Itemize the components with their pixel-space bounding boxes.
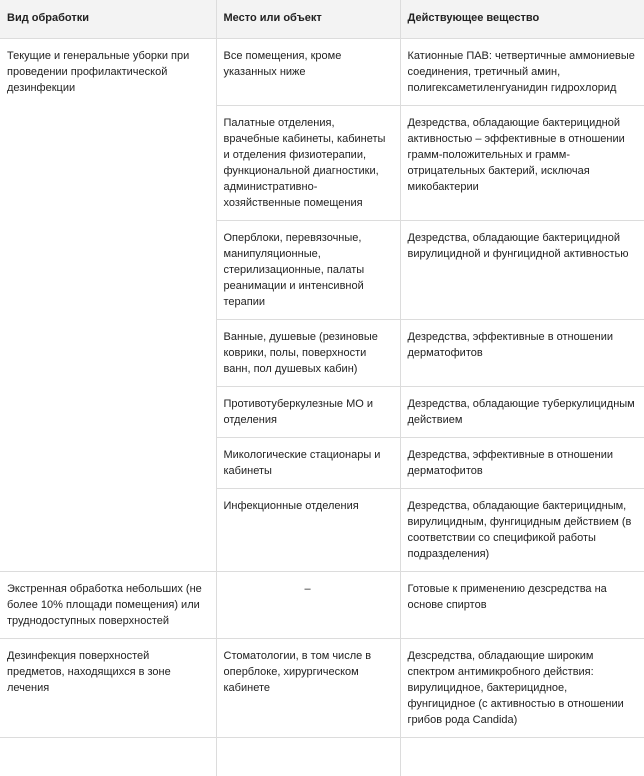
- empty-cell: [216, 738, 400, 776]
- place-cell: Противотуберкулезные МО и отделения: [216, 387, 400, 438]
- header-treatment-type: Вид обработки: [0, 0, 216, 39]
- substance-cell: Дезредства, эффективные в отношении дерматофитов: [400, 438, 644, 489]
- place-cell: Ванные, душевые (резиновые коврики, полы, поверхности ванн, пол душевых кабин): [216, 320, 400, 387]
- substance-cell: Готовые к применению дезсредства на основе спиртов: [400, 572, 644, 639]
- place-cell: Микологические стационары и кабинеты: [216, 438, 400, 489]
- treatment-type-cell: Дезинфекция поверхностей предметов, находящихся в зоне лечения: [0, 639, 216, 738]
- header-place: Место или объект: [216, 0, 400, 39]
- substance-cell: Дезредства, обладающие бактерицидной вирулицидной и фунгицидной активностью: [400, 221, 644, 320]
- treatment-type-cell: Текущие и генеральные уборки при проведении профилактической дезинфекции: [0, 39, 216, 572]
- substance-cell: Дезсредства, обладающие широким спектром антимикробного действия: вирулицидное, бактерицидное, фунгицидное (с активностью в отношении грибов рода Candida): [400, 639, 644, 738]
- table-row: [0, 639, 644, 738]
- place-cell: –: [216, 572, 400, 639]
- substance-cell: Дезредства, обладающие бактерицидным, вирулицидным, фунгицидным действием (в соответствии со спецификой работы подразделения): [400, 489, 644, 572]
- place-cell: Оперблоки, перевязочные, манипуляционные, стерилизационные, палаты реанимации и интенсивной терапии: [216, 221, 400, 320]
- substance-cell: Дезредства, эффективные в отношении дерматофитов: [400, 320, 644, 387]
- substance-cell: Катионные ПАВ: четвертичные аммониевые соединения, третичный амин, полигексаметиленгуанидин гидрохлорид: [400, 39, 644, 106]
- place-cell: Палатные отделения, врачебные кабинеты, кабинеты и отделения физиотерапии, функциональной диагностики, административно-хозяйственные помещения: [216, 106, 400, 221]
- place-cell: Стоматологии, в том числе в оперблоке, хирургическом кабинете: [216, 639, 400, 738]
- empty-cell: [400, 738, 644, 776]
- header-row: [0, 0, 644, 39]
- header-substance: Действующее вещество: [400, 0, 644, 39]
- place-cell: Все помещения, кроме указанных ниже: [216, 39, 400, 106]
- substance-cell: Дезредства, обладающие туберкулицидным действием: [400, 387, 644, 438]
- treatment-type-cell: Экстренная обработка небольших (не более 10% площади помещения) или труднодоступных поверхностей: [0, 572, 216, 639]
- table-row-partial: [0, 738, 644, 776]
- table-row: [0, 39, 644, 106]
- table-row: [0, 572, 644, 639]
- substance-cell: Дезредства, обладающие бактерицидной активностью – эффективные в отношении грамм-положительных и грамм-отрицательных бактерий, исключая микобактерии: [400, 106, 644, 221]
- empty-cell: [0, 738, 216, 776]
- place-cell: Инфекционные отделения: [216, 489, 400, 572]
